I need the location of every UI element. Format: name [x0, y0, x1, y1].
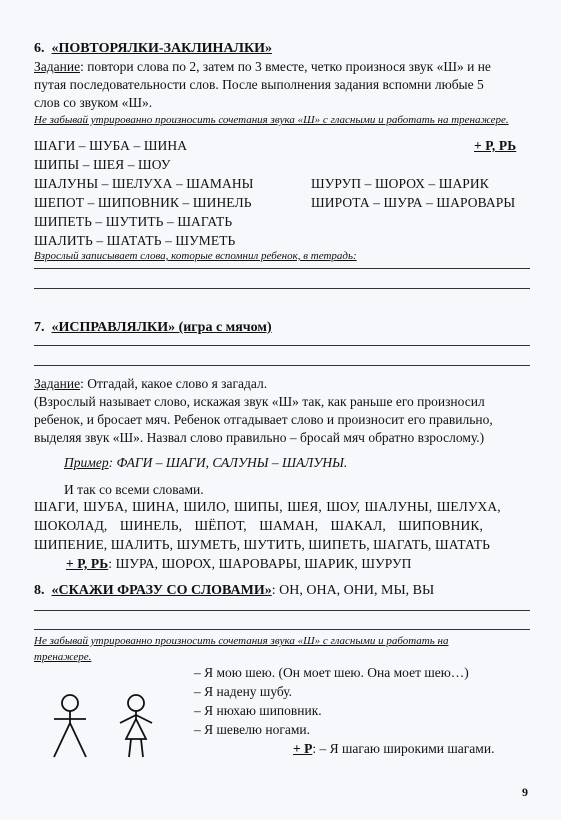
section-7-title: «ИСПРАВЛЯЛКИ» (игра с мячом) [51, 320, 272, 335]
section-7-words-1: ШАГИ, ШУБА, ШИНА, ШИЛО, ШИПЫ, ШЕЯ, ШОУ, ШАЛУНЫ, ШЕЛУХА, [34, 499, 501, 514]
word-row-4: ШЕПОТ – ШИПОВНИК – ШИНЕЛЬ [34, 195, 252, 210]
word-row-6: ШАЛИТЬ – ШАТАТЬ – ШУМЕТЬ [34, 233, 236, 248]
section-8-number: 8. [34, 583, 45, 598]
answer-line-2 [34, 288, 530, 289]
section-6-plus-label: + Р, РЬ [474, 138, 517, 153]
answer-line-1 [34, 268, 530, 269]
section-7-example [64, 454, 347, 471]
section-6-heading [34, 41, 272, 57]
section-6-note: Не забывай утрированно произносить сочетания звука «Ш» с гласными и работать на тренажере. [34, 114, 509, 126]
section-6-number: 6. [34, 41, 45, 56]
word-row-3: ШАЛУНЫ – ШЕЛУХА – ШАМАНЫ [34, 176, 254, 191]
section-7-example-text: : ФАГИ – ШАГИ, САЛУНЫ – ШАЛУНЫ. [108, 455, 348, 470]
answer-line-4 [34, 365, 530, 366]
word-row-2: ШИПЫ – ШЕЯ – ШОУ [34, 157, 171, 172]
section-8-title: «СКАЖИ ФРАЗУ СО СЛОВАМИ» [51, 583, 272, 598]
word-row-1: ШАГИ – ШУБА – ШИНА [34, 138, 188, 153]
stick-figure-boy-icon [50, 693, 90, 761]
section-7-plus-label: + Р, РЬ [66, 556, 109, 571]
section-7-para-3: выделяя звук «Ш». Назвал слово правильно – бросай мяч обратно взрослому.) [34, 430, 485, 445]
phrase-4: – Я шевелю ногами. [194, 722, 311, 737]
phrase-plus-row [293, 740, 494, 757]
section-6-task-line3: слов со звуком «Ш». [34, 95, 153, 110]
section-8-heading [34, 583, 434, 599]
word-row-r1: ШУРУП – ШОРОХ – ШАРИК [311, 176, 489, 191]
answer-line-6 [34, 629, 530, 630]
section-6-task-line1 [34, 58, 491, 75]
section-6-title: «ПОВТОРЯЛКИ-ЗАКЛИНАЛКИ» [51, 41, 273, 56]
section-7-words-3: ШИПЕНИЕ, ШАЛИТЬ, ШУМЕТЬ, ШУТИТЬ, ШИПЕТЬ, ШАГАТЬ, ШАТАТЬ [34, 537, 490, 552]
phrase-1: – Я мою шею. (Он моет шею. Она моет шею…) [194, 665, 469, 680]
section-8-title-rest: : ОН, ОНА, ОНИ, МЫ, ВЫ [271, 583, 435, 598]
phrase-2: – Я надену шубу. [194, 684, 293, 699]
section-8-note-2-text: тренажере. [34, 651, 92, 663]
section-7-plus-words: : ШУРА, ШОРОХ, ШАРОВАРЫ, ШАРИК, ШУРУП [108, 556, 412, 571]
section-6-task-label: Задание [34, 59, 81, 74]
word-row-r2: ШИРОТА – ШУРА – ШАРОВАРЫ [311, 195, 516, 210]
section-7-words-2: ШОКОЛАД, ШИНЕЛЬ, ШЁПОТ, ШАМАН, ШАКАЛ, ШИПОВНИК, [34, 518, 483, 533]
section-8-note-2 [34, 651, 91, 663]
section-7-plus-row [66, 556, 412, 572]
section-7-para-1: (Взрослый называет слово, искажая звук «Ш» так, как раньше его произносил [34, 394, 485, 409]
section-6-task-text: : повтори слова по 2, затем по 3 вместе, четко произнося звук «Ш» и не [80, 59, 491, 74]
section-7-example-label: Пример [64, 455, 109, 470]
section-6-task-line2: путая последовательности слов. После выполнения задания вспомни любые 5 [34, 77, 484, 92]
section-7-heading [34, 320, 272, 336]
section-8-note-1 [34, 635, 448, 647]
section-7-task-text: : Отгадай, какое слово я загадал. [80, 376, 268, 391]
section-7-task-label: Задание [34, 376, 81, 391]
page-number: 9 [522, 785, 528, 799]
section-8-plus-label: + Р [293, 741, 313, 756]
section-7-para-2: ребенок, и бросает мяч. Ребенок отгадывает слово и произносит его правильно, [34, 412, 493, 427]
section-7-number: 7. [34, 320, 45, 335]
answer-line-3 [34, 345, 530, 346]
section-8-note-1-text: Не забывай утрированно произносить сочетания звука «Ш» с гласными и работать на [34, 635, 449, 647]
stick-figure-girl-icon [116, 693, 156, 761]
section-8-plus-phrase: : – Я шагаю широкими шагами. [312, 741, 495, 756]
section-7-task [34, 375, 267, 392]
word-row-5: ШИПЕТЬ – ШУТИТЬ – ШАГАТЬ [34, 214, 233, 229]
answer-line-5 [34, 610, 530, 611]
section-7-intro: И так со всеми словами. [64, 482, 204, 497]
phrase-3: – Я нюхаю шиповник. [194, 703, 322, 718]
section-6-adult-note: Взрослый записывает слова, которые вспомнил ребенок, в тетрадь: [34, 250, 357, 262]
